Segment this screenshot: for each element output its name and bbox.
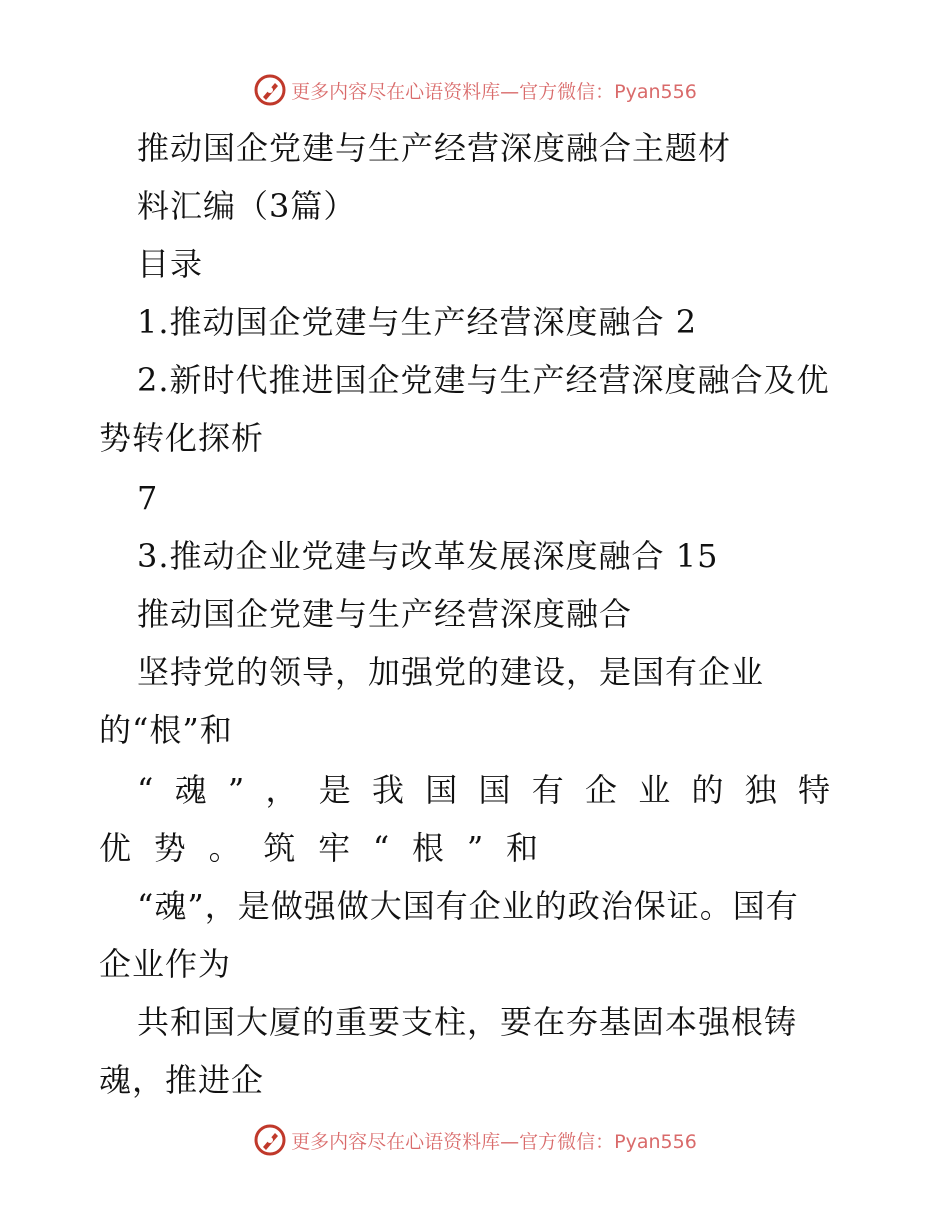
glyph: 根 [412,829,446,867]
glyph: 魂 [174,771,208,809]
toc-item-3: 3.推动企业党建与改革发展深度融合 15 [137,537,719,575]
paragraph-line-2: 的“根”和 [99,711,233,749]
glyph: 特 [797,771,831,809]
glyph: 优 [99,829,133,867]
glyph: 企 [584,771,618,809]
paragraph-line-7: 共和国大厦的重要支柱，要在夯基固本强根铸 [137,1003,798,1041]
toc-item-1: 1.推动国企党建与生产经营深度融合 2 [137,303,698,341]
glyph: ， [265,771,299,809]
section-title: 推动国企党建与生产经营深度融合 [137,595,633,633]
watermark-text: 更多内容尽在心语资料库—官方微信：Pyan556 [291,1130,697,1153]
document-title-line-1: 推动国企党建与生产经营深度融合主题材 [137,129,732,167]
pen-logo-icon [253,1123,287,1157]
footer-watermark-banner [0,1120,950,1160]
toc-item-2: 2.新时代推进国企党建与生产经营深度融合及优 [137,361,830,399]
paragraph-line-6: 企业作为 [99,945,232,983]
glyph: ” [466,829,485,867]
glyph: 是 [318,771,352,809]
glyph: 国 [425,771,459,809]
toc-item-2-continued: 势转化探析 [99,419,265,457]
glyph: 筑 [263,829,297,867]
glyph: 业 [638,771,672,809]
glyph: “ [137,771,155,809]
glyph: 国 [478,771,512,809]
pen-logo-icon [253,73,287,107]
toc-item-2-page: 7 [137,479,159,517]
paragraph-line-5: “魂”，是做强做大国有企业的政治保证。国有 [137,887,799,925]
glyph: 牢 [318,829,352,867]
glyph: “ [372,829,391,867]
toc-heading: 目录 [137,245,204,283]
document-title-line-2: 料汇编（3篇） [137,187,357,225]
glyph: 的 [691,771,725,809]
watermark-text: 更多内容尽在心语资料库—官方微信：Pyan556 [291,80,697,103]
glyph: 独 [744,771,778,809]
paragraph-line-3 [137,770,831,810]
glyph: 我 [371,771,405,809]
paragraph-line-4 [99,828,539,868]
glyph: 有 [531,771,565,809]
glyph: 。 [208,829,242,867]
glyph: ” [227,771,246,809]
paragraph-line-8: 魂，推进企 [99,1061,265,1099]
glyph: 势 [153,829,187,867]
header-watermark-banner [0,70,950,110]
paragraph-line-1: 坚持党的领导，加强党的建设，是国有企业 [137,653,765,691]
glyph: 和 [505,829,539,867]
